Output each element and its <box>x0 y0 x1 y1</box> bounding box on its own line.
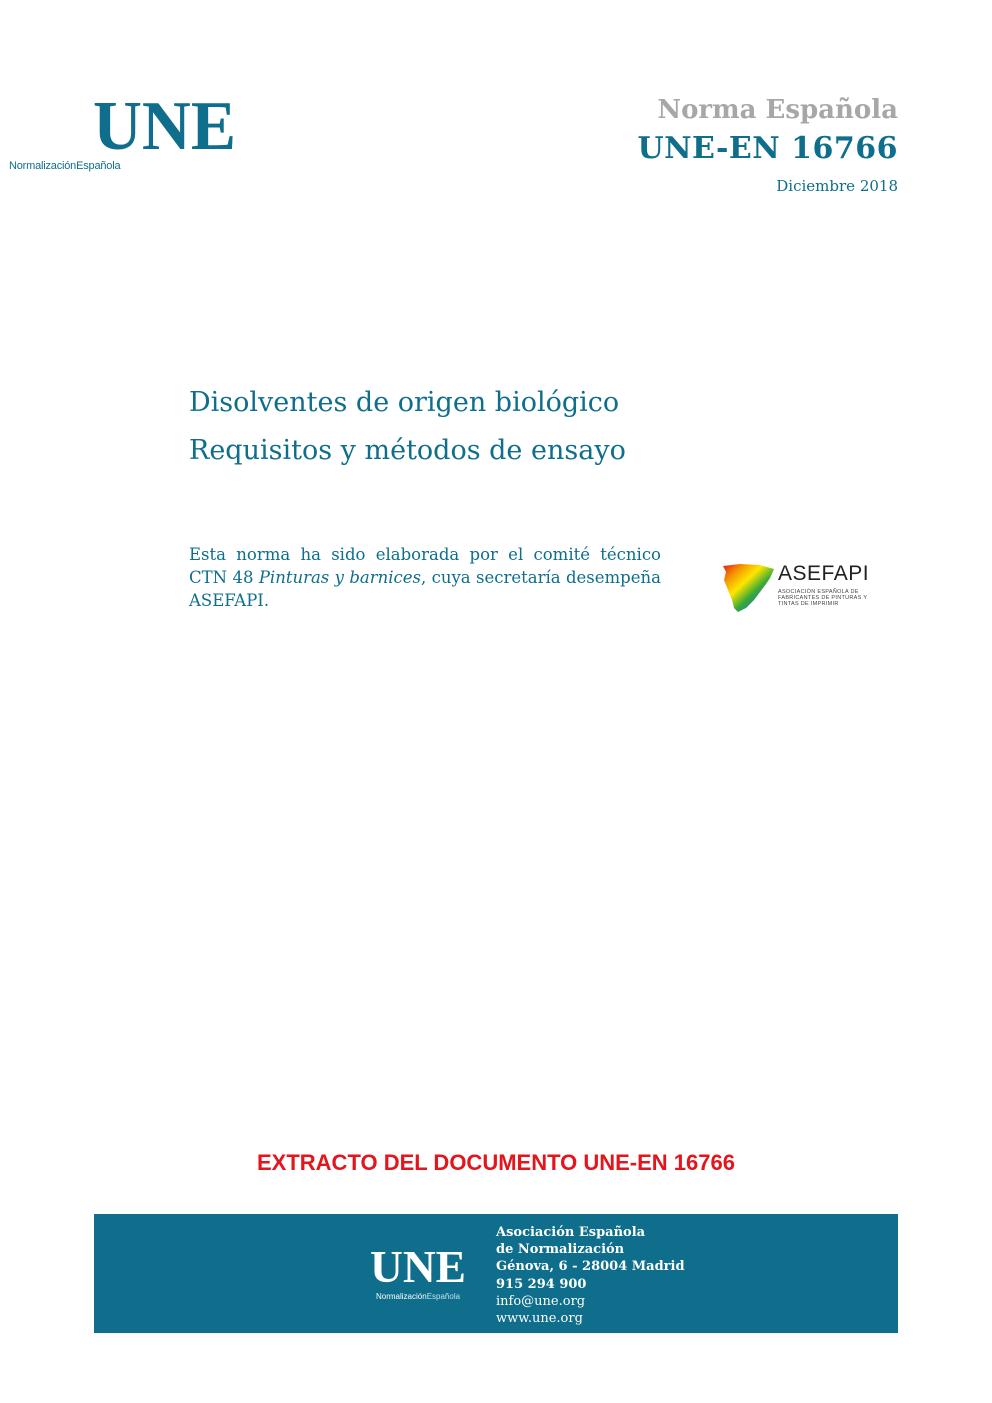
une-logo-mark <box>93 92 238 154</box>
postal-address: Génova, 6 - 28004 Madrid <box>496 1259 685 1275</box>
org-name-line1: Asociación Española <box>496 1225 646 1240</box>
standard-code: UNE-EN 16766 <box>637 131 898 166</box>
website-url: www.une.org <box>496 1311 583 1327</box>
svg-text:UNE: UNE <box>93 92 236 154</box>
svg-text:UNE: UNE <box>370 1244 466 1286</box>
footer-band <box>94 1214 898 1333</box>
email-address: info@une.org <box>496 1293 586 1309</box>
asefapi-description: ASOCIACIÓN ESPAÑOLA DE FABRICANTES DE PINTURAS Y TINTAS DE IMPRIMIR <box>778 589 868 607</box>
standard-date: Diciembre 2018 <box>776 177 898 195</box>
footer-une-logo <box>370 1244 470 1304</box>
org-name-line2: de Normalización <box>496 1242 625 1258</box>
asefapi-name: ASEFAPI <box>778 562 870 585</box>
document-title: Disolventes de origen biológico <box>189 387 620 418</box>
footer-une-logo-subtitle: NormalizaciónEspañola <box>376 1292 461 1301</box>
extract-notice: EXTRACTO DEL DOCUMENTO UNE-EN 16766 <box>257 1150 735 1175</box>
asefapi-logo <box>720 560 870 616</box>
spain-map-rainbow-icon <box>720 560 778 616</box>
footer-address <box>496 1224 685 1327</box>
phone-number: 915 294 900 <box>496 1276 587 1292</box>
footer-une-logo-mark <box>370 1244 466 1286</box>
document-subtitle: Requisitos y métodos de ensayo <box>189 435 626 466</box>
committee-statement: Esta norma ha sido elaborada por el comité técnico CTN 48 Pinturas y barnices, cuya secretaría desempeña ASEFAPI. <box>189 545 661 610</box>
une-logo-subtitle: NormalizaciónEspañola <box>9 160 121 172</box>
standard-type: Norma Española <box>657 95 898 125</box>
